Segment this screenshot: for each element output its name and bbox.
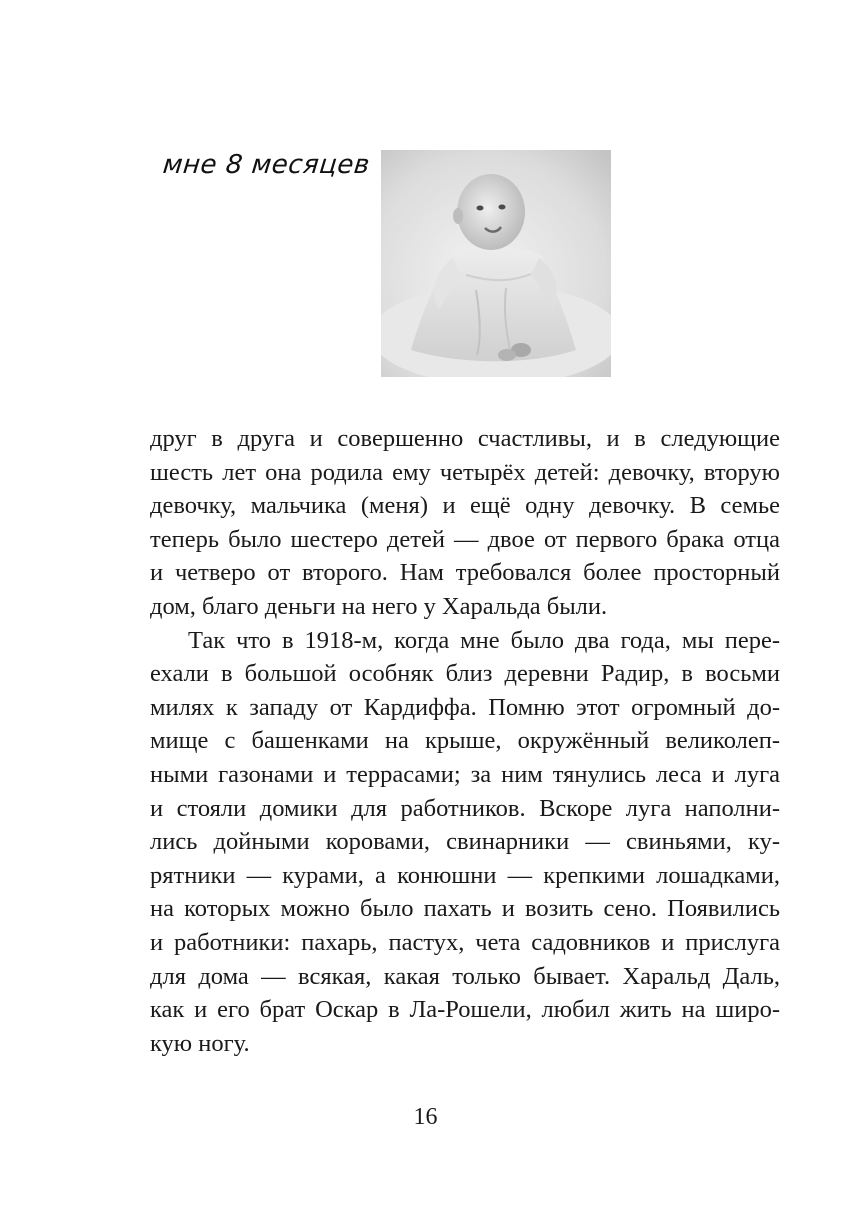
text-line: и стояли домики для работников. Вскоре луга наполни-	[150, 794, 780, 822]
text-line: для дома — всякая, какая только бывает. Харальд Даль,	[150, 962, 780, 990]
page-number: 16	[413, 1104, 438, 1130]
text-line: Так что в 1918-м, когда мне было два года, мы пере-	[188, 626, 780, 654]
text-line: мище с башенками на крыше, окружённый великолеп-	[150, 727, 780, 755]
text-line: теперь было шестеро детей — двое от первого брака отца	[150, 525, 780, 553]
text-line: ными газонами и террасами; за ним тянулись леса и луга	[150, 760, 780, 788]
text-line: и работники: пахарь, пастух, чета садовников и прислуга	[150, 928, 780, 956]
text-line: ехали в большой особняк близ деревни Радир, в восьми	[150, 660, 780, 688]
text-line: шесть лет она родила ему четырёх детей: девочку, вторую	[150, 458, 780, 486]
text-line: как и его брат Оскар в Ла-Рошели, любил жить на широ-	[150, 996, 780, 1024]
text-line: милях к западу от Кардиффа. Помню этот огромный до-	[150, 693, 780, 721]
text-line: дом, благо деньги на него у Харальда были.	[150, 592, 608, 620]
text-line: лись дойными коровами, свинарники — свиньями, ку-	[150, 828, 780, 856]
text-line: и четверо от второго. Нам требовался более просторный	[150, 559, 780, 587]
text-line: девочку, мальчика (меня) и ещё одну девочку. В семье	[150, 492, 780, 520]
baby-photo	[381, 150, 611, 377]
photo-caption: мне 8 месяцев	[161, 150, 372, 180]
text-line: рятники — курами, а конюшни — крепкими лошадками,	[150, 861, 780, 889]
text-line: кую ногу.	[150, 1029, 250, 1057]
body-text	[150, 422, 780, 1060]
text-line: друг в друга и совершенно счастливы, и в следующие	[150, 425, 780, 452]
text-line: на которых можно было пахать и возить сено. Появились	[150, 895, 780, 923]
